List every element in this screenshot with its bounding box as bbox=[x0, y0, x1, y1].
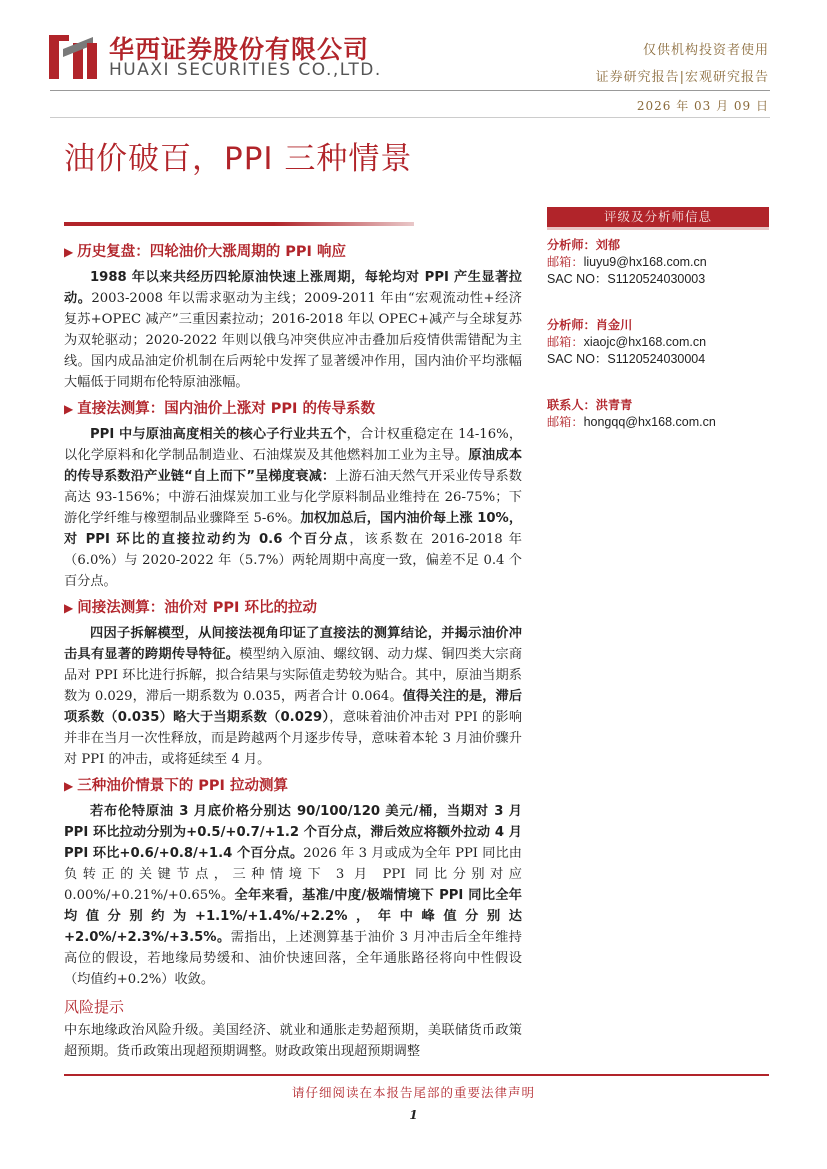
company-name-en: HUAXI SECURITIES CO.,LTD. bbox=[109, 60, 382, 80]
page-number: 1 bbox=[409, 1108, 418, 1122]
report-date: 2026 年 03 月 09 日 bbox=[636, 99, 769, 113]
analyst-email[interactable]: xiaojc@hx168.com.cn bbox=[583, 335, 707, 349]
audience-notice: 仅供机构投资者使用 bbox=[642, 43, 769, 58]
title-accent-bar bbox=[64, 222, 414, 226]
triangle-bullet-icon: ▶ bbox=[64, 779, 74, 793]
sidebar-header-bar bbox=[547, 227, 769, 230]
report-type: 证券研究报告|宏观研究报告 bbox=[595, 70, 769, 85]
sidebar-header: 评级及分析师信息 bbox=[547, 207, 769, 227]
section-paragraph: 1988 年以来共经历四轮原油快速上涨周期，每轮均对 PPI 产生显著拉动。2003-2008 年以需求驱动为主线；2009-2011 年由“宏观流动性+经济复苏+OPEC 减产”三重因素拉动；2016-2018 年以 OPEC+减产与全球复苏为双轮驱动；2020-2022 年则以俄乌冲突供应冲击叠加后疫情供需错配为主线。国内成品油定价机制在后两轮中发挥了显著缓冲作用，国内油价平均涨幅大幅低于同期布伦特原油涨幅。 bbox=[64, 270, 522, 390]
email-label: 邮箱： bbox=[547, 335, 584, 349]
section-paragraph: 若布伦特原油 3 月底价格分别达 90/100/120 美元/桶，当期对 3 月 PPI 环比拉动分别为+0.5/+0.7/+1.2 个百分点，滞后效应将额外拉动 4 月 PPI 环比+0.6/+0.8/+1.4 个百分点。2026 年 3 月或成为全年 PPI 同比由负转正的关键节点，三种情境下 3 月 PPI 同比分别对应 0.00%/+0.21%/+0.65%。全年来看，基准/中度/极端情境下 PPI 同比全年均值分别约为+1.1%/+1.4%/+2.2%，年中峰值分别达+2.0%/+2.3%/+3.5%。需指出，上述测算基于油价 3 月冲击后全年维持高位的假设，若地缘局势缓和、油价快速回落，全年通胀路径将向中性假设（均值约+0.2%）收敛。 bbox=[64, 804, 522, 987]
section-paragraph: PPI 中与原油高度相关的核心子行业共五个，合计权重稳定在 14-16%，以化学原料和化学制品制造业、石油煤炭及其他燃料加工业为主导。原油成本的传导系数沿产业链“自上而下”呈梯度衰减：上游石油天然气开采业传导系数高达 93-156%；中游石油煤炭加工业与化学原料制品业维持在 26-75%；下游化学纤维与橡塑制品业骤降至 5-6%。加权加总后，国内油价每上涨 10%，对 PPI 环比的直接拉动约为 0.6 个百分点，该系数在 2016-2018 年（6.0%）与 2020-2022 年（5.7%）两轮周期中高度一致，偏差不足 0.4 个百分点。 bbox=[64, 427, 523, 589]
page-title: 油价破百，PPI 三种情景 bbox=[64, 141, 413, 177]
triangle-bullet-icon: ▶ bbox=[64, 402, 74, 416]
analyst-card bbox=[547, 237, 769, 288]
section-heading: ▶ 间接法测算：油价对 PPI 环比的拉动 bbox=[64, 600, 317, 616]
contact-card bbox=[547, 397, 769, 431]
analyst-sidebar bbox=[547, 207, 769, 431]
company-name-cn: 华西证券股份有限公司 bbox=[109, 35, 370, 64]
section-heading: ▶ 三种油价情景下的 PPI 拉动测算 bbox=[64, 778, 288, 794]
section-paragraph: 四因子拆解模型，从间接法视角印证了直接法的测算结论，并揭示油价冲击具有显著的跨期传导特征。模型纳入原油、螺纹钢、动力煤、铜四类大宗商品对 PPI 环比进行拆解，拟合结果与实际值走势较为贴合。其中，原油当期系数为 0.029，滞后一期系数为 0.035，两者合计 0.064。值得关注的是，滞后项系数（0.035）略大于当期系数（0.029），意味着油价冲击对 PPI 的影响并非在当月一次性释放，而是跨越两个月逐步传导，意味着本轮 3 月油价骤升对 PPI 的冲击，或将延续至 4 月。 bbox=[64, 626, 523, 767]
analyst-card bbox=[547, 317, 769, 368]
analyst-name: 分析师：肖金川 bbox=[547, 318, 633, 332]
section-heading: ▶ 直接法测算：国内油价上涨对 PPI 的传导系数 bbox=[64, 401, 375, 417]
analyst-name: 分析师：刘郁 bbox=[547, 238, 621, 252]
section-heading: ▶ 历史复盘：四轮油价大涨周期的 PPI 响应 bbox=[64, 244, 346, 260]
analyst-sac-number: SAC NO：S1120524030003 bbox=[547, 272, 706, 286]
risk-heading: 风险提示 bbox=[64, 998, 125, 1016]
analyst-sac-number: SAC NO：S1120524030004 bbox=[547, 352, 706, 366]
contact-name: 联系人：洪青青 bbox=[547, 398, 633, 412]
header-divider bbox=[50, 90, 770, 91]
analyst-email[interactable]: liuyu9@hx168.com.cn bbox=[583, 255, 707, 269]
email-label: 邮箱： bbox=[547, 255, 584, 269]
legal-disclaimer: 请仔细阅读在本报告尾部的重要法律声明 bbox=[291, 1085, 535, 1100]
contact-email[interactable]: hongqq@hx168.com.cn bbox=[583, 415, 716, 429]
date-divider bbox=[50, 117, 770, 118]
company-logo bbox=[49, 33, 97, 79]
main-content bbox=[64, 240, 522, 1062]
risk-paragraph: 中东地缘政治风险升级。美国经济、就业和通胀走势超预期，美联储货币政策超预期。货币政策出现超预期调整。财政政策出现超预期调整 bbox=[64, 1023, 522, 1059]
footer-divider bbox=[64, 1074, 769, 1076]
triangle-bullet-icon: ▶ bbox=[64, 245, 74, 259]
email-label: 邮箱： bbox=[547, 415, 584, 429]
triangle-bullet-icon: ▶ bbox=[64, 601, 74, 615]
